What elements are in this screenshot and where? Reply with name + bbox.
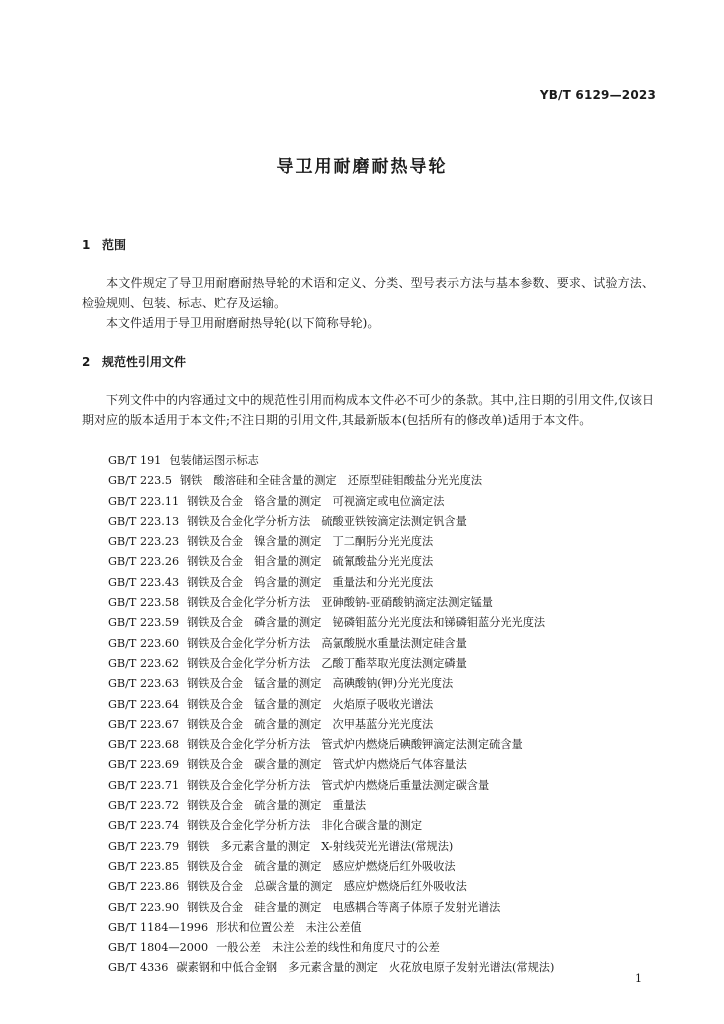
page-number: 1	[635, 972, 642, 985]
reference-title: 钢铁及合金化学分析方法 亚砷酸钠-亚硝酸钠滴定法测定锰量	[187, 596, 493, 610]
section-2-paragraph-1	[82, 390, 654, 430]
reference-title: 钢铁及合金化学分析方法 管式炉内燃烧后重量法测定碳含量	[187, 778, 490, 792]
reference-title: 钢铁及合金 锰含量的测定 高碘酸钠(钾)分光光度法	[187, 677, 454, 691]
reference-title: 钢铁及合金 磷含量的测定 铋磷钼蓝分光光度法和锑磷钼蓝分光光度法	[187, 616, 546, 630]
reference-code: GB/T 223.69	[108, 758, 180, 772]
reference-title: 碳素钢和中低合金钢 多元素含量的测定 火花放电原子发射光谱法(常规法)	[176, 961, 555, 975]
reference-title: 钢铁及合金 铬含量的测定 可视滴定或电位滴定法	[187, 494, 445, 508]
reference-title: 包装储运图示标志	[169, 454, 259, 467]
reference-title: 钢铁及合金 镍含量的测定 丁二酮肟分光光度法	[187, 535, 434, 549]
reference-code: GB/T 223.62	[108, 656, 180, 670]
reference-code: GB/T 4336	[108, 961, 169, 975]
reference-item	[82, 471, 654, 491]
reference-code: GB/T 223.68	[108, 738, 180, 752]
section-number: 2	[82, 355, 91, 369]
reference-item	[82, 735, 654, 755]
standard-code: YB/T 6129—2023	[539, 88, 656, 102]
reference-item	[82, 918, 654, 938]
reference-item	[82, 654, 654, 674]
reference-title: 钢铁及合金化学分析方法 高氯酸脱水重量法测定硅含量	[187, 636, 467, 650]
reference-item	[82, 816, 654, 836]
reference-code: GB/T 223.59	[108, 616, 180, 630]
reference-title: 钢铁及合金 硫含量的测定 次甲基蓝分光光度法	[187, 717, 434, 731]
reference-title: 一般公差 未注公差的线性和角度尺寸的公差	[216, 941, 440, 955]
reference-item	[82, 755, 654, 775]
reference-item	[82, 776, 654, 796]
normative-references-list	[82, 451, 654, 979]
reference-item	[82, 674, 654, 694]
reference-item	[82, 837, 654, 857]
section-1-paragraph-1	[82, 273, 654, 313]
reference-title: 钢铁及合金 硅含量的测定 电感耦合等离子体原子发射光谱法	[187, 900, 501, 914]
reference-code: GB/T 223.5	[108, 474, 172, 488]
reference-item	[82, 634, 654, 654]
reference-title: 钢铁及合金化学分析方法 管式炉内燃烧后碘酸钾滴定法测定硫含量	[187, 738, 523, 752]
reference-title: 钢铁及合金 锰含量的测定 火焰原子吸收光谱法	[187, 697, 434, 711]
section-1-paragraph-2	[82, 313, 654, 333]
reference-code: GB/T 223.11	[108, 494, 180, 508]
section-title: 规范性引用文件	[102, 355, 187, 369]
reference-code: GB/T 223.74	[108, 819, 180, 833]
reference-title: 钢铁 酸溶硅和全硅含量的测定 还原型硅钼酸盐分光光度法	[179, 474, 483, 488]
reference-title: 钢铁及合金 硫含量的测定 感应炉燃烧后红外吸收法	[187, 859, 456, 873]
section-1-heading	[82, 236, 126, 253]
reference-title: 钢铁及合金 总碳含量的测定 感应炉燃烧后红外吸收法	[187, 880, 467, 894]
section-title: 范围	[102, 238, 127, 252]
reference-code: GB/T 223.43	[108, 575, 180, 589]
reference-code: GB/T 223.71	[108, 778, 180, 792]
reference-title: 钢铁及合金化学分析方法 乙酸丁酯萃取光度法测定磷量	[187, 656, 467, 670]
reference-code: GB/T 223.60	[108, 636, 180, 650]
reference-title: 钢铁及合金化学分析方法 非化合碳含量的测定	[187, 819, 423, 833]
reference-title: 形状和位置公差 未注公差值	[216, 920, 362, 934]
reference-item	[82, 593, 654, 613]
reference-title: 钢铁及合金化学分析方法 硫酸亚铁铵滴定法测定钒含量	[187, 514, 467, 528]
paragraph-text: 本文件适用于导卫用耐磨耐热导轮(以下简称导轮)。	[106, 316, 380, 330]
document-title: 导卫用耐磨耐热导轮	[276, 157, 448, 177]
reference-code: GB/T 223.23	[108, 535, 180, 549]
reference-code: GB/T 223.64	[108, 697, 180, 711]
paragraph-text: 本文件规定了导卫用耐磨耐热导轮的术语和定义、分类、型号表示方法与基本参数、要求、试验方法、检验规则、包装、标志、贮存及运输。	[82, 276, 654, 310]
reference-item	[82, 938, 654, 958]
reference-item	[82, 552, 654, 572]
reference-item	[82, 695, 654, 715]
section-number: 1	[82, 238, 91, 252]
reference-title: 钢铁及合金 钼含量的测定 硫氰酸盐分光光度法	[187, 555, 434, 569]
reference-code: GB/T 223.58	[108, 596, 180, 610]
reference-code: GB/T 223.63	[108, 677, 180, 691]
reference-item	[82, 492, 654, 512]
reference-item	[82, 532, 654, 552]
reference-code: GB/T 223.90	[108, 900, 180, 914]
reference-title: 钢铁及合金 钨含量的测定 重量法和分光光度法	[187, 575, 434, 589]
reference-code: GB/T 223.86	[108, 880, 180, 894]
reference-code: GB/T 223.13	[108, 514, 180, 528]
paragraph-text: 下列文件中的内容通过文中的规范性引用而构成本文件必不可少的条款。其中,注日期的引用文件,仅该日期对应的版本适用于本文件;不注日期的引用文件,其最新版本(包括所有的修改单)适用于本文件。	[82, 393, 654, 427]
reference-item	[82, 613, 654, 633]
reference-code: GB/T 223.67	[108, 717, 180, 731]
reference-title: 钢铁 多元素含量的测定 X-射线荧光光谱法(常规法)	[187, 839, 454, 853]
reference-item	[82, 512, 654, 532]
reference-title: 钢铁及合金 硫含量的测定 重量法	[187, 799, 367, 813]
section-2-heading	[82, 353, 186, 370]
reference-item	[82, 796, 654, 816]
reference-item	[82, 573, 654, 593]
reference-item	[82, 898, 654, 918]
reference-item	[82, 877, 654, 897]
reference-item	[82, 857, 654, 877]
reference-code: GB/T 223.26	[108, 555, 180, 569]
reference-item	[82, 958, 654, 978]
reference-item	[82, 715, 654, 735]
reference-code: GB/T 223.85	[108, 859, 180, 873]
reference-code: GB/T 191	[108, 454, 162, 467]
reference-code: GB/T 1804—2000	[108, 941, 209, 955]
reference-item	[82, 451, 654, 471]
reference-code: GB/T 223.79	[108, 839, 180, 853]
reference-code: GB/T 1184—1996	[108, 920, 209, 934]
reference-title: 钢铁及合金 碳含量的测定 管式炉内燃烧后气体容量法	[187, 758, 467, 772]
reference-code: GB/T 223.72	[108, 799, 180, 813]
